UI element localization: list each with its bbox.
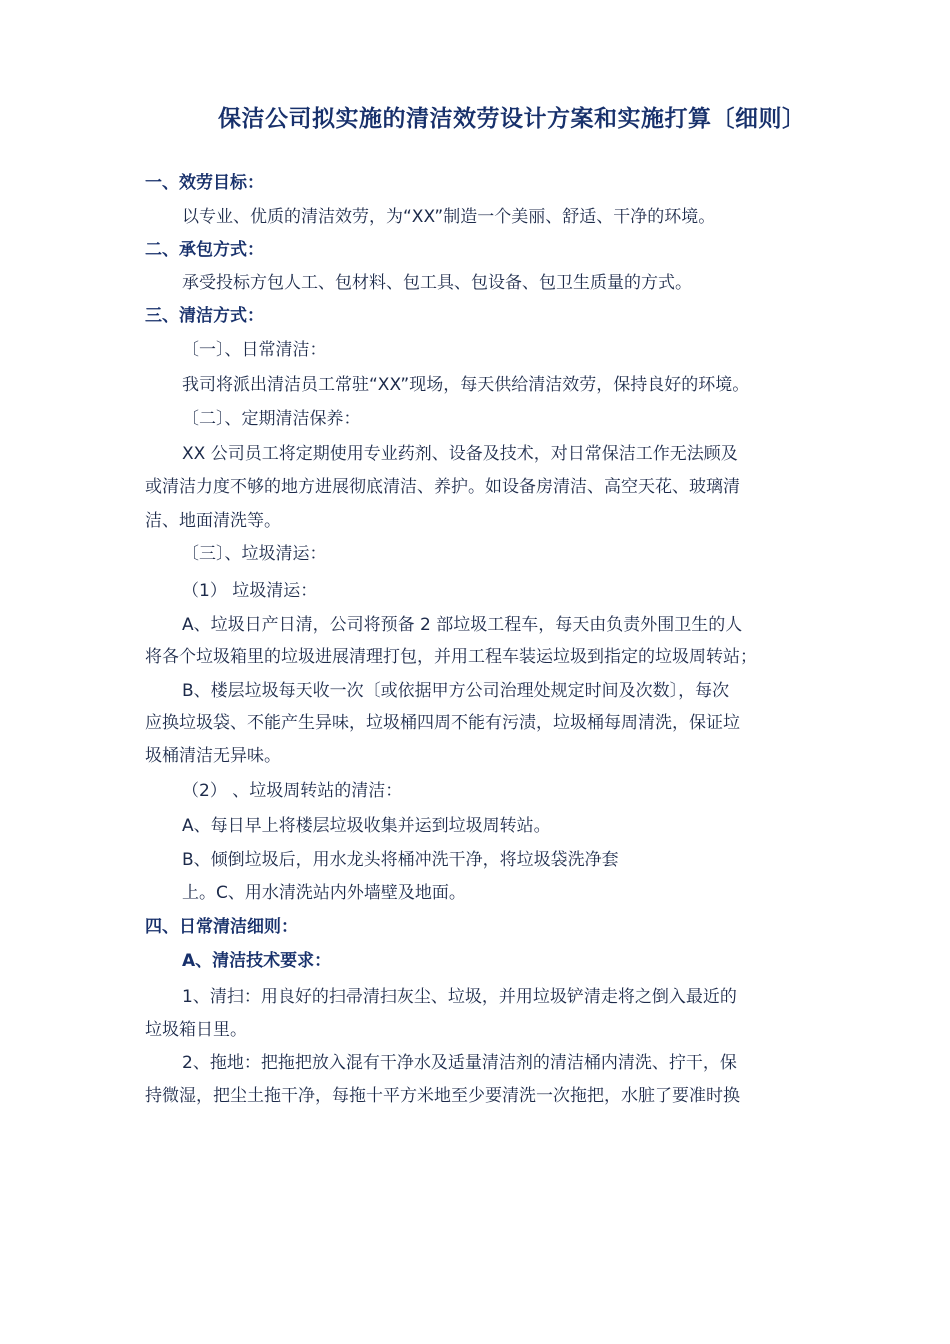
paragraph-line: A、每日早上将楼层垃圾收集并运到垃圾周转站。 [182,816,551,836]
section-heading-method: 三、清洁方式： [145,306,264,326]
paragraph-line: 洁、地面清洗等。 [145,511,281,531]
paragraph-line: B、楼层垃圾每天收一次〔或依据甲方公司治理处规定时间及次数〕，每次 [182,681,730,701]
item-transfer-station: （2） 、垃圾周转站的清洁： [182,781,403,801]
section-heading-contract: 二、承包方式： [145,240,264,260]
section-heading-goal: 一、效劳目标： [145,173,264,193]
subsection-tech-requirements: A、清洁技术要求： [182,951,332,971]
paragraph-line: 以专业、优质的清洁效劳，为“XX”制造一个美丽、舒适、干净的环境。 [182,207,716,227]
paragraph-line: 上。C、用水清洗站内外墙壁及地面。 [182,883,466,903]
paragraph-line: 圾桶清洁无异味。 [145,746,281,766]
paragraph-line: 2、拖地：把拖把放入混有干净水及适量清洁剂的清洁桶内清洗、拧干，保 [182,1053,737,1073]
paragraph-line: 或清洁力度不够的地方进展彻底清洁、养护。如设备房清洁、高空天花、玻璃清 [145,477,740,497]
section-heading-daily-rules: 四、日常清洁细则： [145,917,298,937]
item-garbage-clearing: （1） 垃圾清运： [182,581,318,601]
paragraph-line: XX 公司员工将定期使用专业药剂、设备及技术，对日常保洁工作无法顾及 [182,444,738,464]
subsection-periodic: 〔二〕、定期清洁保养： [182,409,361,429]
paragraph-line: 我司将派出清洁员工常驻“XX”现场，每天供给清洁效劳，保持良好的环境。 [182,375,750,395]
paragraph-line: 垃圾箱日里。 [145,1020,247,1040]
paragraph-line: B、倾倒垃圾后，用水龙头将桶冲洗干净，将垃圾袋洗净套 [182,850,619,870]
paragraph-line: 将各个垃圾箱里的垃圾进展清理打包，并用工程车装运垃圾到指定的垃圾周转站； [145,647,757,667]
subsection-daily: 〔一〕、日常清洁： [182,340,327,360]
paragraph-line: 应换垃圾袋、不能产生异味，垃圾桶四周不能有污渍，垃圾桶每周清洗，保证垃 [145,713,740,733]
document-title: 保洁公司拟实施的清洁效劳设计方案和实施打算〔细则〕 [218,106,806,132]
paragraph-line: A、垃圾日产日清，公司将预备 2 部垃圾工程车，每天由负责外围卫生的人 [182,615,743,635]
paragraph-line: 1、清扫：用良好的扫帚清扫灰尘、垃圾，并用垃圾铲清走将之倒入最近的 [182,987,737,1007]
paragraph-line: 承受投标方包人工、包材料、包工具、包设备、包卫生质量的方式。 [182,273,692,293]
paragraph-line: 持微湿，把尘土拖干净，每拖十平方米地至少要清洗一次拖把，水脏了要准时换 [145,1086,740,1106]
subsection-garbage: 〔三〕、垃圾清运： [182,544,327,564]
